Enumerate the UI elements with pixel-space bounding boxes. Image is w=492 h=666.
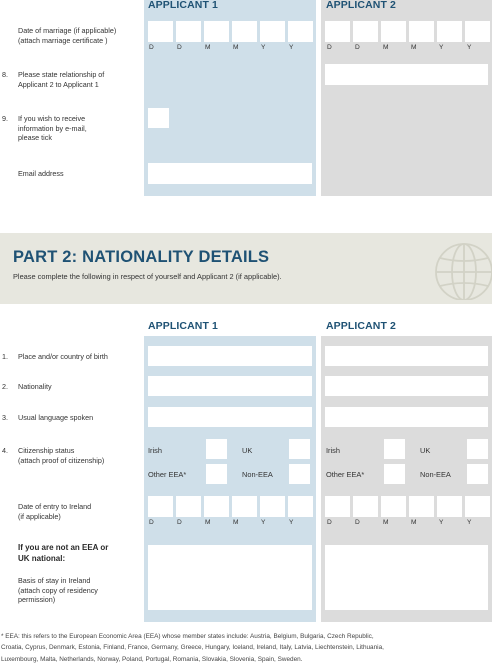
date-cell[interactable] [325,496,350,517]
date-cell[interactable] [409,21,434,42]
marriage-date-label: Date of marriage (if applicable) (attach marriage certificate ) [18,26,117,45]
uk-checkbox-applicant1[interactable] [289,439,310,459]
irish-checkbox-applicant1[interactable] [206,439,227,459]
p2-q3-label: Usual language spoken [18,413,94,422]
p2-q2-label: Nationality [18,382,52,391]
globe-icon [430,238,492,300]
date-cell[interactable] [288,496,313,517]
option-non-eea-label: Non-EEA [242,470,273,479]
date-cell[interactable] [204,496,229,517]
date-cell[interactable] [465,21,490,42]
q9-number: 9. [2,114,8,123]
birthplace-input-applicant2[interactable] [325,346,488,366]
p2-q1-number: 1. [2,352,8,361]
applicant2-heading-bottom: APPLICANT 2 [326,320,396,332]
date-cell[interactable] [409,496,434,517]
p2-q1-label: Place and/or country of birth [18,352,108,361]
date-cell[interactable] [353,21,378,42]
marriage-date-letters-applicant1: D D M M Y Y [149,44,294,51]
entry-date-applicant1 [148,496,313,517]
eea-footnote: * EEA: this refers to the European Economic Area (EEA) whose member states include: Austria, Belgium, Bulgaria, Czech Republic, Croatia, Cyprus, Denmark, Estonia, Finland, France, Germany, Greece, Hungary, Iceland, Ireland, Italy, Latvia, Liechtenstein, Lithuania, Luxembourg, Malta, Netherlands, Norway, Poland, Portugal, Romania, Slovakia, Slovenia, Spain, Sweden. [1,633,384,663]
basis-of-stay-label: Basis of stay in Ireland (attach copy of residency permission) [18,576,98,605]
date-cell[interactable] [232,496,257,517]
entry-date-letters-applicant2: D D M M Y Y [327,519,472,526]
date-cell[interactable] [260,21,285,42]
other-eea-checkbox-applicant1[interactable] [206,464,227,484]
date-cell[interactable] [353,496,378,517]
date-cell[interactable] [232,21,257,42]
marriage-date-applicant1 [148,21,313,42]
p2-q4-label: Citizenship status (attach proof of citizenship) [18,446,105,465]
p2-q4-number: 4. [2,446,8,455]
non-eea-checkbox-applicant1[interactable] [289,464,310,484]
marriage-date-applicant2 [325,21,490,42]
date-cell[interactable] [465,496,490,517]
basis-of-stay-input-applicant2[interactable] [325,545,488,610]
email-input[interactable] [148,163,312,184]
option-other-eea-label: Other EEA* [326,470,365,479]
date-cell[interactable] [204,21,229,42]
relationship-input[interactable] [325,64,488,85]
basis-of-stay-input-applicant1[interactable] [148,545,312,610]
part2-title: PART 2: NATIONALITY DETAILS [13,248,270,266]
option-uk-label: UK [242,446,253,455]
email-opt-in-checkbox[interactable] [148,108,169,128]
birthplace-input-applicant1[interactable] [148,346,312,366]
non-eea-heading: If you are not an EEA or UK national: [18,543,109,563]
email-label: Email address [18,169,64,178]
nationality-input-applicant2[interactable] [325,376,488,396]
date-cell[interactable] [148,496,173,517]
nationality-input-applicant1[interactable] [148,376,312,396]
language-input-applicant1[interactable] [148,407,312,427]
q8-label: Please state relationship of Applicant 2 to Applicant 1 [18,70,105,89]
applicant2-heading-top: APPLICANT 2 [326,0,396,11]
date-cell[interactable] [437,496,462,517]
option-uk-label: UK [420,446,431,455]
p2-q2-number: 2. [2,382,8,391]
part2-banner [0,233,492,304]
irish-checkbox-applicant2[interactable] [384,439,405,459]
date-cell[interactable] [148,21,173,42]
p2-q3-number: 3. [2,413,8,422]
date-cell[interactable] [288,21,313,42]
applicant1-heading-bottom: APPLICANT 1 [148,320,218,332]
date-cell[interactable] [325,21,350,42]
language-input-applicant2[interactable] [325,407,488,427]
part2-subtitle: Please complete the following in respect of yourself and Applicant 2 (if applicable). [13,272,282,281]
option-non-eea-label: Non-EEA [420,470,451,479]
option-irish-label: Irish [326,446,340,455]
marriage-date-letters-applicant2: D D M M Y Y [327,44,472,51]
date-cell[interactable] [437,21,462,42]
entry-date-letters-applicant1: D D M M Y Y [149,519,294,526]
q9-label: If you wish to receive information by e-mail, please tick [18,114,87,143]
non-eea-checkbox-applicant2[interactable] [467,464,488,484]
date-cell[interactable] [176,496,201,517]
date-cell[interactable] [381,496,406,517]
other-eea-checkbox-applicant2[interactable] [384,464,405,484]
date-cell[interactable] [176,21,201,42]
date-cell[interactable] [260,496,285,517]
q8-number: 8. [2,70,8,79]
option-other-eea-label: Other EEA* [148,470,187,479]
entry-date-label: Date of entry to Ireland (if applicable) [18,502,92,521]
option-irish-label: Irish [148,446,162,455]
date-cell[interactable] [381,21,406,42]
entry-date-applicant2 [325,496,490,517]
applicant1-heading-top: APPLICANT 1 [148,0,218,11]
uk-checkbox-applicant2[interactable] [467,439,488,459]
